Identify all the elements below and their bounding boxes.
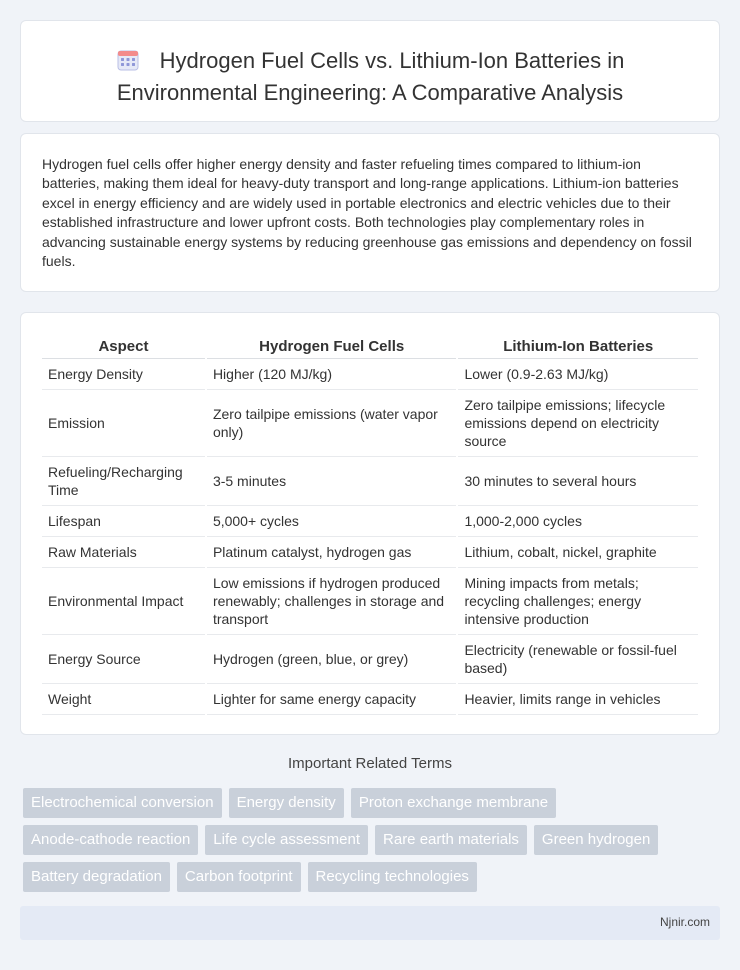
header-aspect: Aspect — [42, 332, 206, 358]
header-hydrogen: Hydrogen Fuel Cells — [206, 332, 458, 358]
table-cell: Lifespan — [42, 505, 206, 536]
table-row — [42, 683, 699, 714]
table-cell: Refueling/Recharging Time — [42, 456, 206, 505]
term-tag[interactable]: Rare earth materials — [375, 825, 527, 855]
calendar-grid-icon — [116, 48, 140, 72]
table-row — [42, 358, 699, 389]
title-card — [20, 20, 720, 122]
term-row — [23, 862, 723, 892]
term-row — [23, 788, 723, 818]
table-cell: Weight — [42, 683, 206, 714]
summary-text: Hydrogen fuel cells offer higher energy density and faster refueling times compared to lithium-ion batteries, making them ideal for heavy-duty transport and long-range applications. Lithium-ion batteries excel in energy efficiency and are widely used in portable electronics and electric vehicles due to their established infrastructure and lower upfront costs. Both technologies play complementary roles in advancing sustainable energy systems by reducing greenhouse gas emissions and dependency on fossil fuels. — [42, 156, 692, 270]
table-cell: Lithium, cobalt, nickel, graphite — [457, 536, 699, 567]
table-cell: Hydrogen (green, blue, or grey) — [206, 634, 458, 683]
table-cell: Energy Density — [42, 358, 206, 389]
table-cell: Emission — [42, 389, 206, 456]
term-tag[interactable]: Energy density — [229, 788, 344, 818]
footer-site-link[interactable]: Njnir.com — [659, 915, 710, 929]
related-terms-heading: Important Related Terms — [288, 755, 452, 772]
table-cell: Environmental Impact — [42, 567, 206, 634]
term-tag[interactable]: Green hydrogen — [534, 825, 658, 855]
related-terms — [23, 788, 723, 899]
table-cell: Mining impacts from metals; recycling challenges; energy intensive production — [457, 567, 699, 634]
table-cell: 30 minutes to several hours — [457, 456, 699, 505]
table-cell: Energy Source — [42, 634, 206, 683]
table-cell: Raw Materials — [42, 536, 206, 567]
term-tag[interactable]: Life cycle assessment — [205, 825, 368, 855]
title-line-1: Hydrogen Fuel Cells vs. Lithium-Ion Batteries in — [159, 48, 625, 73]
table-cell: Platinum catalyst, hydrogen gas — [206, 536, 458, 567]
comparison-table-card — [20, 312, 720, 735]
table-cell: Zero tailpipe emissions (water vapor only) — [206, 389, 458, 456]
page-title — [21, 45, 719, 109]
table-row — [42, 536, 699, 567]
table-cell: Higher (120 MJ/kg) — [206, 358, 458, 389]
table-row — [42, 389, 699, 456]
table-cell: Lighter for same energy capacity — [206, 683, 458, 714]
table-row — [42, 505, 699, 536]
table-cell: Zero tailpipe emissions; lifecycle emissions depend on electricity source — [457, 389, 699, 456]
table-cell: Heavier, limits range in vehicles — [457, 683, 699, 714]
summary-card — [20, 133, 720, 292]
table-row — [42, 634, 699, 683]
header-lithium: Lithium-Ion Batteries — [457, 332, 699, 358]
footer — [20, 906, 720, 940]
table-cell: 1,000-2,000 cycles — [457, 505, 699, 536]
term-tag[interactable]: Anode-cathode reaction — [23, 825, 198, 855]
term-tag[interactable]: Recycling technologies — [308, 862, 477, 892]
table-cell: 3-5 minutes — [206, 456, 458, 505]
comparison-table — [42, 332, 700, 715]
table-cell: Electricity (renewable or fossil-fuel based) — [457, 634, 699, 683]
table-row — [42, 456, 699, 505]
term-tag[interactable]: Carbon footprint — [177, 862, 301, 892]
table-header-row — [42, 332, 699, 358]
table-row — [42, 567, 699, 634]
term-row — [23, 825, 723, 855]
title-line-2: Environmental Engineering: A Comparative Analysis — [116, 80, 624, 105]
term-tag[interactable]: Battery degradation — [23, 862, 170, 892]
table-cell: Low emissions if hydrogen produced renewably; challenges in storage and transport — [206, 567, 458, 634]
table-cell: Lower (0.9-2.63 MJ/kg) — [457, 358, 699, 389]
table-cell: 5,000+ cycles — [206, 505, 458, 536]
term-tag[interactable]: Proton exchange membrane — [351, 788, 556, 818]
term-tag[interactable]: Electrochemical conversion — [23, 788, 222, 818]
